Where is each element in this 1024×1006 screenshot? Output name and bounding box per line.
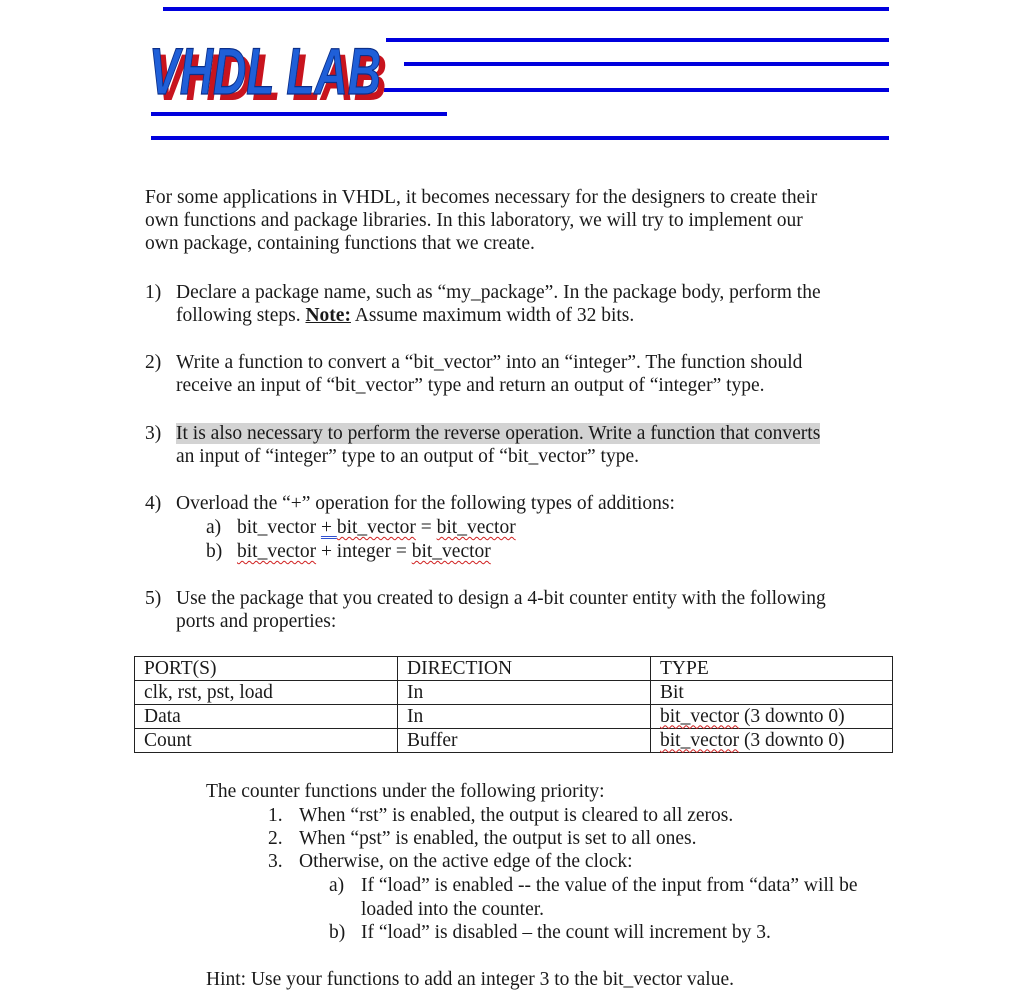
step-4b-part-2: + integer = xyxy=(316,541,412,562)
step-3-line-1 xyxy=(176,422,820,446)
logo-shadow: VHDL LAB xyxy=(155,40,387,108)
step-4b-label: b) xyxy=(206,541,223,562)
step-3-number: 3) xyxy=(145,423,162,444)
step-5-line-1: Use the package that you created to design a 4-bit counter entity with the following xyxy=(176,588,826,609)
header-rule-1 xyxy=(163,7,889,11)
header-rule-4 xyxy=(384,88,889,92)
step-4b-part-1: bit_vector xyxy=(237,541,317,562)
table-row xyxy=(135,681,893,705)
cell-direction: In xyxy=(398,681,651,705)
cell-type-range: (3 downto 0) xyxy=(739,705,845,727)
table-row xyxy=(135,729,893,753)
intro-line-2: own functions and package libraries. In this laboratory, we will try to implement our xyxy=(145,210,803,231)
cell-direction: Buffer xyxy=(398,729,651,753)
priority-3a-line-1: If “load” is enabled -- the value of the input from “data” will be xyxy=(361,875,858,896)
step-4a-part-3: bit_vector xyxy=(336,517,416,538)
cell-direction: In xyxy=(398,705,651,729)
cell-type-name: bit_vector xyxy=(660,705,740,727)
step-1-text: following steps. xyxy=(176,305,306,326)
step-5-line-2: ports and properties: xyxy=(176,611,337,632)
priority-2-number: 2. xyxy=(268,828,283,849)
header-rule-3 xyxy=(404,62,889,66)
priority-3b-line-1: If “load” is disabled – the count will increment by 3. xyxy=(361,922,771,943)
step-1-note-text: Assume maximum width of 32 bits. xyxy=(350,305,635,326)
intro-line-3: own package, containing functions that we create. xyxy=(145,233,535,254)
cell-port: clk, rst, pst, load xyxy=(135,681,398,705)
header-type: TYPE xyxy=(651,657,893,681)
header-rule-5 xyxy=(151,112,447,116)
header-direction: DIRECTION xyxy=(398,657,651,681)
step-4-line-1: Overload the “+” operation for the following types of additions: xyxy=(176,493,675,514)
step-4a-label: a) xyxy=(206,517,222,538)
step-4-number: 4) xyxy=(145,493,162,514)
cell-port: Data xyxy=(135,705,398,729)
ports-table xyxy=(134,656,893,753)
step-2-line-2: receive an input of “bit_vector” type and return an output of “integer” type. xyxy=(176,375,765,396)
logo-text: VHDL LAB xyxy=(149,34,381,108)
cell-type xyxy=(651,705,893,729)
cell-type-name: Bit xyxy=(660,681,684,703)
hint-text: Hint: Use your functions to add an integer 3 to the bit_vector value. xyxy=(206,969,734,990)
step-4b-part-3: bit_vector xyxy=(411,541,491,562)
step-4a-part-5: bit_vector xyxy=(436,517,516,538)
intro-line-1: For some applications in VHDL, it becomes necessary for the designers to create their xyxy=(145,187,818,208)
priority-3b-label: b) xyxy=(329,922,346,943)
priority-3-number: 3. xyxy=(268,851,283,872)
note-label: Note: xyxy=(305,305,351,326)
cell-type-range: (3 downto 0) xyxy=(739,729,845,751)
step-1-number: 1) xyxy=(145,282,162,303)
priority-1-number: 1. xyxy=(268,805,283,826)
step-4a-part-4: = xyxy=(415,517,437,538)
priority-1-text: When “rst” is enabled, the output is cleared to all zeros. xyxy=(299,805,734,826)
priority-2-text: When “pst” is enabled, the output is set to all ones. xyxy=(299,828,697,849)
priority-3a-line-2: loaded into the counter. xyxy=(361,899,545,920)
cell-port: Count xyxy=(135,729,398,753)
step-4a-part-2: + xyxy=(320,517,337,538)
step-2-line-1: Write a function to convert a “bit_vector” into an “integer”. The function should xyxy=(176,352,803,373)
table-row xyxy=(135,705,893,729)
priority-3-text: Otherwise, on the active edge of the clock: xyxy=(299,851,633,872)
step-4a-part-1: bit_vector xyxy=(237,517,321,538)
step-3-highlighted-text: It is also necessary to perform the reverse operation. Write a function that converts xyxy=(176,423,821,444)
step-2-number: 2) xyxy=(145,352,162,373)
step-1-line-1: Declare a package name, such as “my_package”. In the package body, perform the xyxy=(176,282,821,303)
cell-type xyxy=(651,681,893,705)
step-5-number: 5) xyxy=(145,588,162,609)
header-port: PORT(S) xyxy=(135,657,398,681)
vhdl-lab-logo xyxy=(146,18,396,108)
priority-3a-label: a) xyxy=(329,875,345,896)
priority-intro: The counter functions under the following priority: xyxy=(206,781,605,802)
step-1-line-2 xyxy=(176,304,634,328)
step-4b-text xyxy=(237,540,491,564)
header-rule-2 xyxy=(386,38,889,42)
header-rule-6 xyxy=(151,136,889,140)
step-3-line-2: an input of “integer” type to an output of “bit_vector” type. xyxy=(176,446,639,467)
cell-type-name: bit_vector xyxy=(660,729,740,751)
table-header-row xyxy=(135,657,893,681)
step-4a-text xyxy=(237,516,516,540)
cell-type xyxy=(651,729,893,753)
